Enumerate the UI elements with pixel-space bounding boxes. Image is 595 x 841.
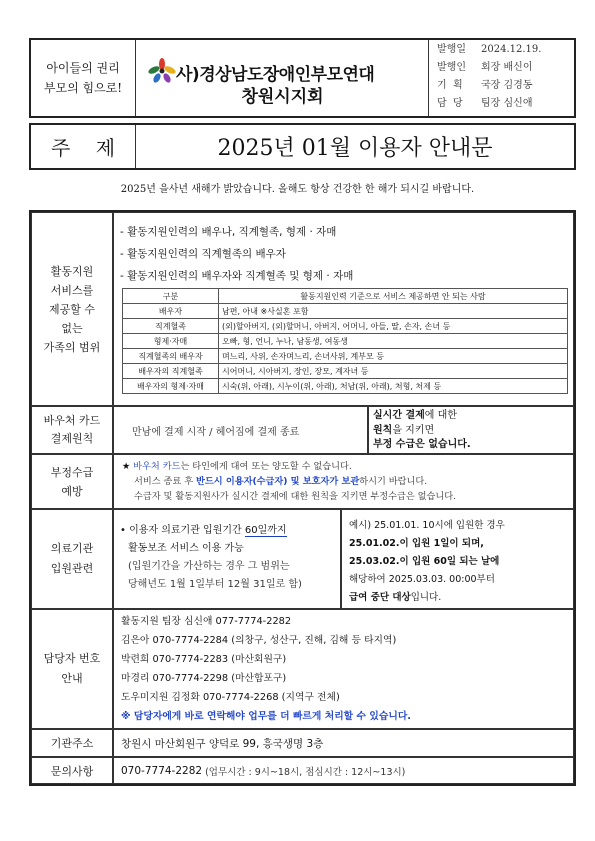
voucher-label: 바우처 카드 결제원칙 xyxy=(31,406,113,454)
page-title: 2025년 01월 이용자 안내문 xyxy=(217,136,493,161)
contact-line: 박련희 070-7774-2283 (마산회원구) xyxy=(121,654,287,665)
inquiry-value xyxy=(113,757,574,784)
contact-note: ※ 담당자에게 바로 연락해야 업무를 더 빠르게 처리할 수 있습니다. xyxy=(121,711,412,722)
column-header: 활동지원인력 기준으로 서비스 제공하면 안 되는 사람 xyxy=(219,289,568,304)
table-row: 배우자 남편, 아내 ※사실혼 포함 xyxy=(123,304,568,319)
org-block xyxy=(136,40,429,116)
flower-logo-icon xyxy=(148,58,176,84)
voucher-content xyxy=(113,406,368,454)
table-row: 형제·자매 오빠, 형, 언니, 누나, 남동생, 여동생 xyxy=(123,334,568,349)
contact-line: 김은아 070-7774-2284 (의창구, 성산구, 진해, 김해 등 타지역) xyxy=(121,635,397,646)
family-label: 활동지원 서비스를 제공할 수 없는 가족의 범위 xyxy=(31,212,113,406)
contact-label: 담당자 번호 안내 xyxy=(31,609,113,729)
family-bullets xyxy=(120,221,353,287)
bullet-item: - 활동지원인력의 배우나, 직계혈족, 형제 · 자매 xyxy=(120,226,337,238)
family-content xyxy=(113,212,574,406)
table-header-row xyxy=(123,289,568,304)
star-icon: ★ xyxy=(122,461,131,472)
voucher-rule: 만남에 결제 시작 / 헤어짐에 결제 종료 xyxy=(132,426,300,438)
slogan xyxy=(31,40,136,116)
inquiry-phone: 070-7774-2282 xyxy=(121,764,203,777)
org-name: 사)경상남도장애인부모연대 xyxy=(176,65,375,85)
inquiry-label: 문의사항 xyxy=(31,757,113,784)
address-label: 기관주소 xyxy=(31,729,113,757)
voucher-note: 실시간 결제에 대한 원칙을 지키면 부정 수급은 없습니다. xyxy=(368,406,574,454)
meta-row: 담 당 팀장 심신애 xyxy=(437,98,533,109)
org-branch: 창원시지회 xyxy=(241,87,324,107)
slogan-line: 아이들의 권리 xyxy=(46,61,120,75)
medical-example: 예시) 25.01.01. 10시에 입원한 경우 25.01.02.이 입원 1일이 되며, 25.03.02.이 입원 60일 되는 날에 해당하여 2025.03.03. 00:00부터 급여 중단 대상입니다. xyxy=(341,509,574,609)
contact-line: 도우미지원 김정화 070-7774-2268 (지역구 전체) xyxy=(121,692,340,703)
meta-row: 발행일 2024.12.19. xyxy=(437,44,542,55)
contact-content xyxy=(113,609,574,729)
family-definition-table xyxy=(122,288,568,394)
bullet-item: - 활동지원인력의 직계혈족의 배우자 xyxy=(120,248,286,260)
contact-line: 활동지원 팀장 심신애 077-7774-2282 xyxy=(121,616,292,627)
column-header: 구분 xyxy=(123,289,219,304)
inquiry-hours: (업무시간 : 9시~18시, 점심시간 : 12시~13시) xyxy=(202,766,406,778)
meta-row: 발행인 회장 배신이 xyxy=(437,62,533,73)
publication-meta xyxy=(437,41,575,113)
greeting: 2025년 을사년 새해가 밝았습니다. 올해도 항상 건강한 한 해가 되시길 바랍니다. xyxy=(120,184,475,195)
medical-label: 의료기관 입원관련 xyxy=(31,509,113,609)
contact-line: 마경리 070-7774-2298 (마산합포구) xyxy=(121,673,287,684)
table-row: 직계혈족 (외)할아버지, (외)할머니, 아버지, 어머니, 아들, 딸, 손자, 손녀 등 xyxy=(123,319,568,334)
meta-row: 기 획 국장 김경동 xyxy=(437,80,533,91)
fraud-content: ★ 바우처 카드는 타인에게 대여 또는 양도할 수 없습니다. 서비스 종료 후 반드시 이용자(수급자) 및 보호자가 보관하시기 바랍니다. 수급자 및 활동지원사가 실시간 결제에 대한 원칙을 지키면 부정수급은 없습니다. xyxy=(113,454,574,509)
slogan-line: 부모의 힘으로! xyxy=(43,81,123,95)
table-row: 직계혈족의 배우자 며느리, 사위, 손자며느리, 손녀사위, 계부모 등 xyxy=(123,349,568,364)
fraud-label: 부정수급 예방 xyxy=(31,454,113,509)
address-value: 창원시 마산회원구 양덕로 99, 흥국생명 3층 xyxy=(113,729,574,757)
medical-content: • 이용자 의료기관 입원기간 60일까지 활동보조 서비스 이용 가능 (입원기간을 가산하는 경우 그 범위는 당해년도 1월 1일부터 12월 31일로 함) xyxy=(113,509,341,609)
subject-label: 주 제 xyxy=(31,125,136,168)
table-row: 배우자의 직계혈족 시어머니, 시아버지, 장인, 장모, 계자녀 등 xyxy=(123,364,568,379)
table-row: 배우자의 형제·자매 시숙(위, 아래), 시누이(위, 아래), 처남(위, 아래), 처형, 처제 등 xyxy=(123,379,568,394)
bullet-item: - 활동지원인력의 배우자와 직계혈족 및 형제 · 자매 xyxy=(120,270,354,282)
